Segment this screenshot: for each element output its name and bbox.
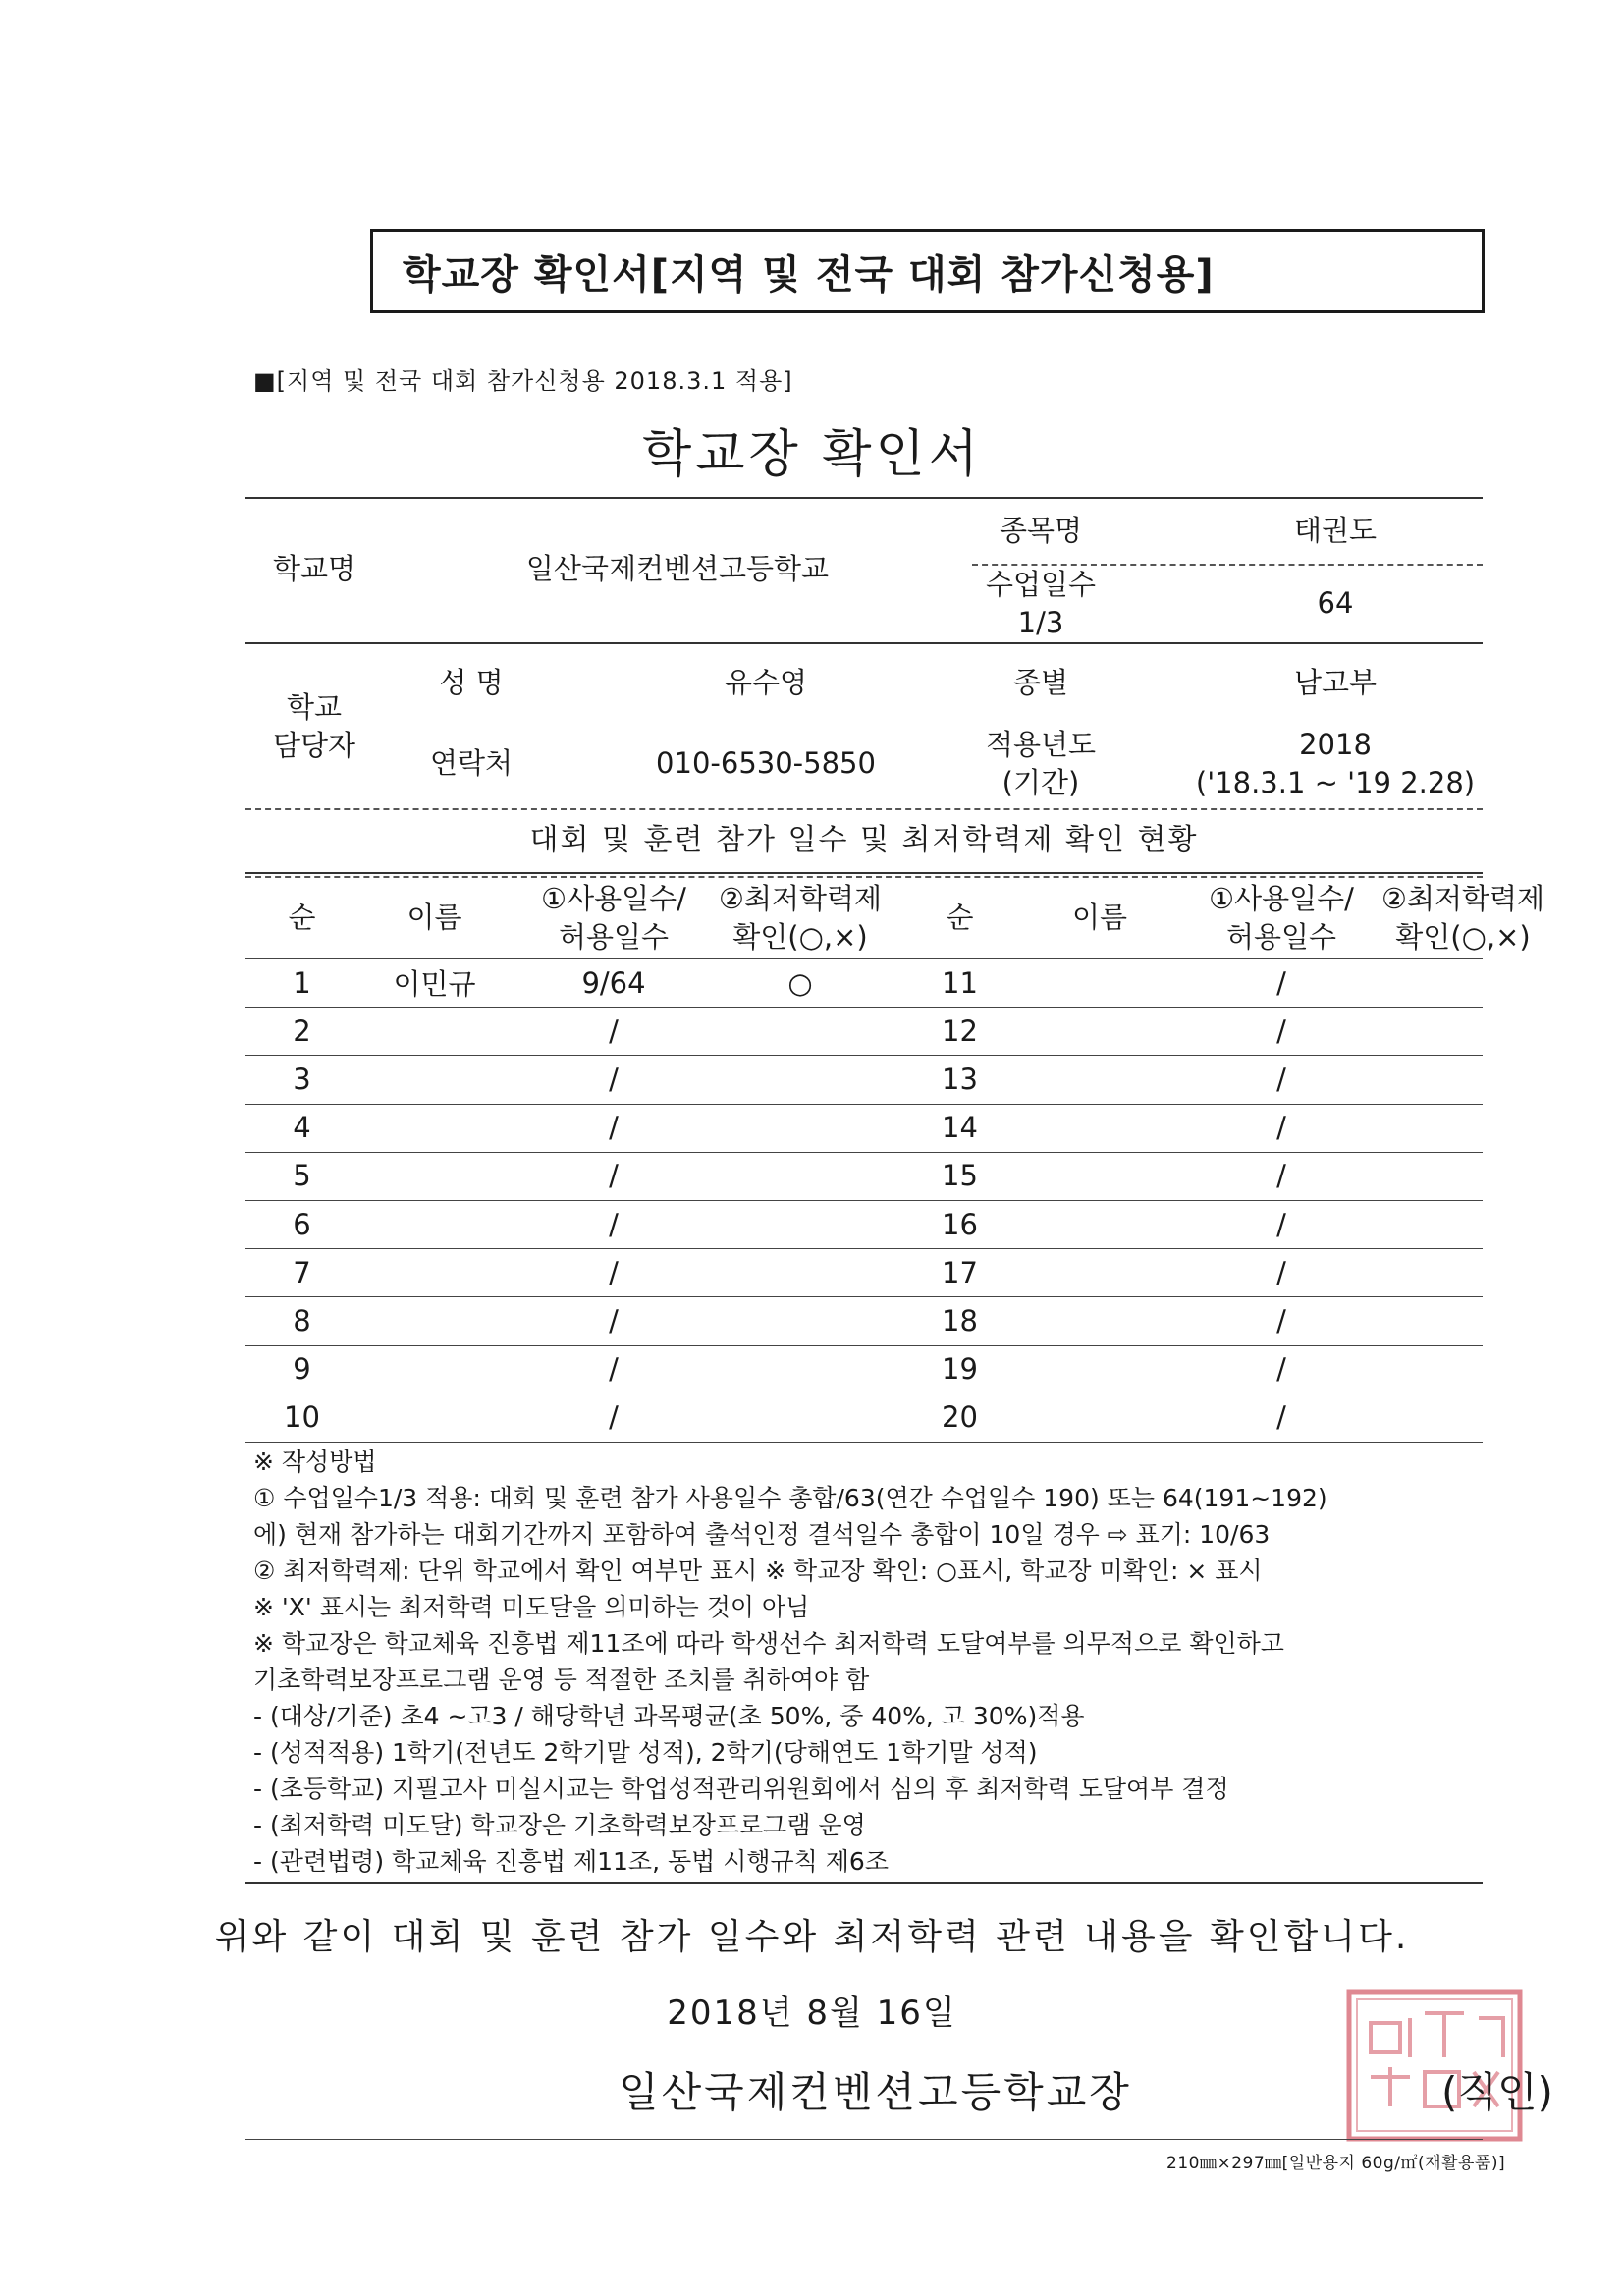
cell-check: ○ (787, 965, 813, 1000)
note-line: ※ 학교장은 학교체육 진흥법 제11조에 따라 학생선수 최저학력 도달여부를 의무적으로 확인하고 (253, 1629, 1284, 1658)
cell-name-2 (1021, 1248, 1178, 1296)
cell-name (358, 1152, 511, 1200)
cell-check-2 (1365, 1104, 1561, 1152)
cell-no-2: 18 (942, 1303, 978, 1338)
cell-check (702, 1296, 898, 1344)
paper-spec: 210㎜×297㎜[일반용지 60g/㎡(재활용품)] (1166, 2154, 1506, 2173)
cell-name-2 (1021, 1104, 1178, 1152)
cell-days: / (609, 1352, 619, 1387)
cell-days: / (609, 1159, 619, 1193)
cell-name-2 (1021, 1394, 1178, 1442)
cell-check (702, 1055, 898, 1103)
table-row (245, 1200, 1483, 1248)
cell-no-2: 14 (942, 1111, 978, 1145)
cell-name-2 (1021, 1200, 1178, 1248)
note-line: - (대상/기준) 초4 ~고3 / 해당학년 과목평균(초 50%, 중 40%, 고 30%)적용 (253, 1702, 1085, 1730)
table-row (245, 1296, 1483, 1344)
cell-check (702, 1152, 898, 1200)
cell-no-2: 15 (942, 1159, 978, 1193)
table-row (245, 1104, 1483, 1152)
cell-check-2 (1365, 1200, 1561, 1248)
class-days-value: 64 (1317, 586, 1354, 621)
header-days: ①사용일수/ 허용일수 (541, 881, 686, 954)
table-divider (245, 642, 1483, 644)
cell-no-2: 12 (942, 1013, 978, 1048)
cell-check-2 (1365, 1248, 1561, 1296)
cell-name (358, 1345, 511, 1394)
cell-check-2 (1365, 1007, 1561, 1055)
form-title: 학교장 확인서[지역 및 전국 대회 참가신청용] (370, 229, 1485, 313)
cell-days: / (609, 1111, 619, 1145)
cell-no-2: 17 (942, 1255, 978, 1289)
table-row (245, 958, 1483, 1007)
cell-check-2 (1365, 958, 1561, 1007)
cell-name-2 (1021, 1296, 1178, 1344)
header-name-2: 이름 (1071, 901, 1128, 935)
cell-days: / (609, 1062, 619, 1096)
cell-days: / (609, 1255, 619, 1289)
cell-days-2: / (1276, 1207, 1286, 1241)
cell-no: 4 (293, 1111, 311, 1145)
section-title: 대회 및 훈련 참가 일수 및 최저학력제 확인 현황 (529, 822, 1199, 857)
cell-days: / (609, 1207, 619, 1241)
table-row (245, 1394, 1483, 1442)
cell-no: 10 (284, 1400, 320, 1435)
cell-no-2: 11 (942, 965, 978, 1000)
instructions (253, 1444, 1579, 1880)
cell-check (702, 1345, 898, 1394)
note-line: - (초등학교) 지필고사 미실시교는 학업성적관리위원회에서 심의 후 최저학력 도달여부 결정 (253, 1775, 1229, 1803)
note-line: ※ 'X' 표시는 최저학력 미도달을 의미하는 것이 아님 (253, 1593, 810, 1621)
class-days-label: 수업일수 1/3 (985, 567, 1097, 639)
note-line: 기초학력보장프로그램 운영 등 적절한 조치를 취하여야 함 (253, 1666, 870, 1694)
cell-days: / (609, 1400, 619, 1435)
year-value: 2018 ('18.3.1 ~ '19 2.28) (1195, 727, 1476, 799)
table-divider (245, 872, 1483, 874)
cell-days-2: / (1276, 1400, 1286, 1435)
note-line: ② 최저학력제: 단위 학교에서 확인 여부만 표시 ※ 학교장 확인: ○표시, 학교장 미확인: × 표시 (253, 1557, 1263, 1585)
manager-name-value: 유수영 (724, 666, 808, 700)
header-days-2: ①사용일수/ 허용일수 (1209, 881, 1354, 954)
cell-name (358, 1007, 511, 1055)
notes-bottom-border (245, 1882, 1483, 1884)
cell-days: 9/64 (581, 965, 646, 1000)
year-label: 적용년도 (기간) (985, 727, 1097, 799)
header-no: 순 (288, 901, 316, 935)
cell-no: 9 (293, 1352, 311, 1387)
table-header-top (245, 876, 1483, 878)
cell-name (358, 1200, 511, 1248)
cell-name (358, 1104, 511, 1152)
confirmation-statement: 위와 같이 대회 및 훈련 참가 일수와 최저학력 관련 내용을 확인합니다. (214, 1917, 1410, 1957)
cell-days-2: / (1276, 1352, 1286, 1387)
note-line: - (최저학력 미도달) 학교장은 기초학력보장프로그램 운영 (253, 1811, 866, 1839)
manager-label: 학교 담당자 (272, 689, 356, 762)
cell-days-2: / (1276, 1111, 1286, 1145)
cell-no: 5 (293, 1159, 311, 1193)
contact-label: 연락처 (429, 746, 514, 781)
row-divider (245, 1442, 1483, 1443)
table-row (245, 1007, 1483, 1055)
cell-name-2 (1021, 1345, 1178, 1394)
cell-days: / (609, 1303, 619, 1338)
cell-days: / (609, 1013, 619, 1048)
cell-no-2: 16 (942, 1207, 978, 1241)
cell-no: 7 (293, 1255, 311, 1289)
cell-name-2 (1021, 1152, 1178, 1200)
cell-no-2: 13 (942, 1062, 978, 1096)
cell-check-2 (1365, 1394, 1561, 1442)
cell-days-2: / (1276, 1255, 1286, 1289)
cell-name (358, 1394, 511, 1442)
cell-check (702, 1394, 898, 1442)
cell-days-2: / (1276, 1013, 1286, 1048)
cell-no: 2 (293, 1013, 311, 1048)
contact-value: 010-6530-5850 (656, 746, 876, 781)
division-label: 종별 (1012, 666, 1069, 700)
cell-name (358, 1248, 511, 1296)
cell-check-2 (1365, 1152, 1561, 1200)
cell-days-2: / (1276, 1159, 1286, 1193)
cell-days-2: / (1276, 1062, 1286, 1096)
cell-check-2 (1365, 1055, 1561, 1103)
cell-check (702, 1104, 898, 1152)
cell-check-2 (1365, 1296, 1561, 1344)
table-divider (245, 808, 1483, 810)
table-row (245, 1055, 1483, 1103)
header-check-2: ②최저학력제 확인(○,×) (1380, 881, 1545, 954)
division-value: 남고부 (1293, 666, 1378, 700)
note-line: - (성적적용) 1학기(전년도 2학기말 성적), 2학기(당해연도 1학기말 성적) (253, 1738, 1038, 1767)
cell-no: 6 (293, 1207, 311, 1241)
cell-days-2: / (1276, 965, 1286, 1000)
table-row (245, 1345, 1483, 1394)
table-row (245, 1248, 1483, 1296)
form-subheader: ■[지역 및 전국 대회 참가신청용 2018.3.1 적용] (253, 367, 793, 395)
cell-no-2: 19 (942, 1352, 978, 1387)
cell-name-2 (1021, 958, 1178, 1007)
header-check: ②최저학력제 확인(○,×) (718, 881, 883, 954)
seal-label: (직인) (1441, 2068, 1553, 2116)
note-line: ① 수업일수1/3 적용: 대회 및 훈련 참가 사용일수 총합/63(연간 수업일수 190) 또는 64(191~192) (253, 1484, 1327, 1512)
school-name-value: 일산국제컨벤션고등학교 (525, 552, 830, 586)
cell-no: 1 (293, 965, 311, 1000)
footer-rule (245, 2139, 1483, 2140)
cell-name: 이민규 (393, 967, 476, 1001)
issue-date: 2018년 8월 16일 (667, 1994, 957, 2033)
sport-value: 태권도 (1293, 514, 1378, 548)
table-row (245, 1152, 1483, 1200)
header-name: 이름 (406, 901, 462, 935)
principal-title: 일산국제컨벤션고등학교장 (619, 2068, 1132, 2116)
document-heading: 학교장 확인서 (642, 425, 982, 484)
cell-name-2 (1021, 1007, 1178, 1055)
cell-check (702, 1200, 898, 1248)
cell-name (358, 1055, 511, 1103)
cell-no: 3 (293, 1062, 311, 1096)
school-name-label: 학교명 (272, 552, 356, 586)
note-line: 에) 현재 참가하는 대회기간까지 포함하여 출석인정 결석일수 총합이 10일 경우 ⇨ 표기: 10/63 (253, 1520, 1271, 1549)
cell-check (702, 1007, 898, 1055)
manager-name-label: 성 명 (439, 666, 504, 700)
sport-label: 종목명 (999, 514, 1083, 548)
cell-check-2 (1365, 1345, 1561, 1394)
cell-name (358, 1296, 511, 1344)
note-line: - (관련법령) 학교체육 진흥법 제11조, 동법 시행규칙 제6조 (253, 1847, 889, 1876)
note-line: ※ 작성방법 (253, 1448, 377, 1476)
cell-name-2 (1021, 1055, 1178, 1103)
header-no-2: 순 (946, 901, 974, 935)
cell-no-2: 20 (942, 1400, 978, 1435)
cell-check (702, 1248, 898, 1296)
table-top-border (245, 497, 1483, 499)
cell-days-2: / (1276, 1303, 1286, 1338)
cell-no: 8 (293, 1303, 311, 1338)
